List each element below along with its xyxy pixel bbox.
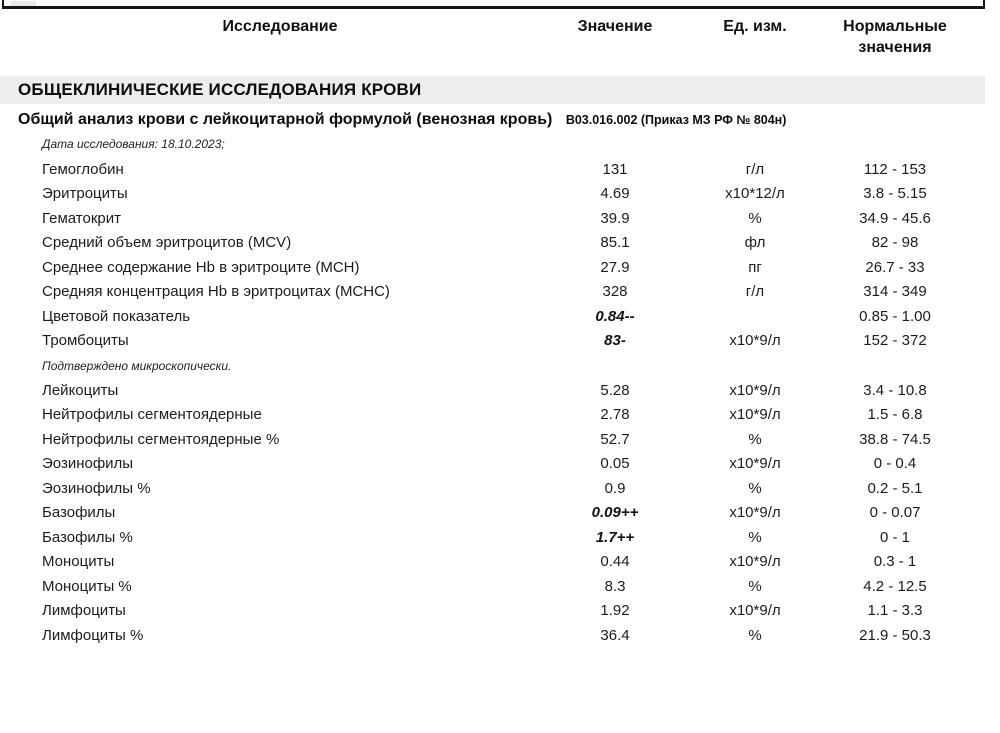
column-header-normal-range xyxy=(810,16,980,58)
test-name: Базофилы % xyxy=(42,528,133,546)
column-header-normal-line1: Нормальные xyxy=(843,18,947,35)
table-row xyxy=(40,623,980,648)
test-unit: пг xyxy=(748,258,762,276)
column-header-value: Значение xyxy=(577,18,653,35)
section-banner xyxy=(0,76,985,104)
table-row xyxy=(40,329,980,354)
panel-title: Общий анализ крови с лейкоцитарной формулой (венозная кровь) xyxy=(18,111,553,128)
table-row xyxy=(40,501,980,526)
test-normal-range: 0.3 - 1 xyxy=(873,553,917,571)
test-name: Лейкоциты xyxy=(42,381,119,399)
test-value: 0.44 xyxy=(600,553,630,571)
test-normal-range: 1.1 - 3.3 xyxy=(867,602,923,620)
test-normal-range: 82 - 98 xyxy=(871,234,919,252)
test-normal-range: 112 - 153 xyxy=(863,160,927,178)
study-date: Дата исследования: 18.10.2023; xyxy=(42,137,225,151)
table-row xyxy=(40,304,980,329)
test-name: Средняя концентрация Hb в эритроцитах (MCHC) xyxy=(42,283,390,301)
previous-table-bottom-border xyxy=(2,0,985,9)
section-title: ОБЩЕКЛИНИЧЕСКИЕ ИССЛЕДОВАНИЯ КРОВИ xyxy=(18,80,422,99)
test-name: Эритроциты xyxy=(42,185,128,203)
test-value: 0.9 xyxy=(604,479,626,497)
test-normal-range: 21.9 - 50.3 xyxy=(859,626,931,644)
table-row xyxy=(40,280,980,305)
test-name: Моноциты xyxy=(42,553,115,571)
test-value: 0.84-- xyxy=(595,307,635,325)
test-normal-range: 4.2 - 12.5 xyxy=(863,577,927,595)
test-unit: % xyxy=(748,626,762,644)
panel-service-code: В03.016.002 (Приказ МЗ РФ № 804н) xyxy=(565,113,787,127)
table-row xyxy=(40,452,980,477)
test-name: Лимфоциты xyxy=(42,602,126,620)
test-value: 131 xyxy=(602,160,628,178)
results-table xyxy=(40,157,980,648)
test-unit: х10*9/л xyxy=(729,381,781,399)
test-unit: % xyxy=(748,209,762,227)
test-value: 83- xyxy=(604,332,626,350)
test-value: 27.9 xyxy=(600,258,630,276)
test-value: 36.4 xyxy=(600,626,630,644)
test-normal-range: 0 - 0.4 xyxy=(873,455,917,473)
test-value: 4.69 xyxy=(600,185,630,203)
table-row xyxy=(40,574,980,599)
test-unit: х10*9/л xyxy=(729,455,781,473)
test-normal-range: 38.8 - 74.5 xyxy=(859,430,931,448)
test-name: Моноциты % xyxy=(42,577,132,595)
test-value: 1.7++ xyxy=(595,528,635,546)
table-row xyxy=(40,182,980,207)
column-header-unit: Ед. изм. xyxy=(723,18,787,35)
table-row xyxy=(40,476,980,501)
test-name: Тромбоциты xyxy=(42,332,129,350)
test-unit: х10*9/л xyxy=(729,406,781,424)
test-name: Гематокрит xyxy=(42,209,121,227)
faint-print-artifact xyxy=(10,1,36,6)
test-normal-range: 152 - 372 xyxy=(863,332,927,350)
test-value: 39.9 xyxy=(600,209,630,227)
test-unit: фл xyxy=(744,234,766,252)
test-unit: х10*9/л xyxy=(729,332,781,350)
table-row xyxy=(40,206,980,231)
test-value: 0.09++ xyxy=(591,504,639,522)
test-normal-range: 34.9 - 45.6 xyxy=(859,209,931,227)
column-header-normal-line2: значения xyxy=(858,39,932,56)
table-row xyxy=(40,378,980,403)
test-value: 52.7 xyxy=(600,430,630,448)
table-row xyxy=(40,157,980,182)
test-value: 5.28 xyxy=(600,381,630,399)
test-name: Цветовой показатель xyxy=(42,307,191,325)
test-normal-range: 3.8 - 5.15 xyxy=(863,185,927,203)
test-unit: х10*9/л xyxy=(729,602,781,620)
test-normal-range: 0 - 1 xyxy=(879,528,910,546)
table-row xyxy=(40,525,980,550)
column-header-test: Исследование xyxy=(222,18,338,35)
test-name: Нейтрофилы сегментоядерные % xyxy=(42,430,280,448)
table-row xyxy=(40,599,980,624)
test-normal-range: 0 - 0.07 xyxy=(869,504,921,522)
test-name: Среднее содержание Hb в эритроците (MCH) xyxy=(42,258,360,276)
test-normal-range: 26.7 - 33 xyxy=(865,258,925,276)
test-value: 0.05 xyxy=(600,455,630,473)
test-name: Нейтрофилы сегментоядерные xyxy=(42,406,262,424)
test-name: Лимфоциты % xyxy=(42,626,144,644)
test-unit: х10*9/л xyxy=(729,504,781,522)
test-name: Эозинофилы xyxy=(42,455,134,473)
test-unit: г/л xyxy=(745,283,765,301)
test-normal-range: 3.4 - 10.8 xyxy=(863,381,927,399)
test-unit: % xyxy=(748,430,762,448)
test-unit: % xyxy=(748,528,762,546)
table-row xyxy=(40,427,980,452)
row-note: Подтверждено микроскопически. xyxy=(42,358,232,373)
test-unit: г/л xyxy=(745,160,765,178)
table-row xyxy=(40,403,980,428)
test-value: 2.78 xyxy=(600,406,630,424)
test-unit: х10*12/л xyxy=(725,185,785,203)
test-name: Эозинофилы % xyxy=(42,479,151,497)
test-name: Гемоглобин xyxy=(42,160,124,178)
test-value: 85.1 xyxy=(600,234,630,252)
panel-title-line xyxy=(18,111,988,129)
test-unit: % xyxy=(748,479,762,497)
test-value: 328 xyxy=(602,283,628,301)
test-normal-range: 314 - 349 xyxy=(863,283,927,301)
table-row xyxy=(40,550,980,575)
table-row xyxy=(40,255,980,280)
test-normal-range: 0.2 - 5.1 xyxy=(867,479,923,497)
test-name: Базофилы xyxy=(42,504,116,522)
test-value: 1.92 xyxy=(600,602,630,620)
table-row xyxy=(40,231,980,256)
test-unit: % xyxy=(748,577,762,595)
test-name: Средний объем эритроцитов (MCV) xyxy=(42,234,292,252)
test-normal-range: 1.5 - 6.8 xyxy=(867,406,923,424)
test-normal-range: 0.85 - 1.00 xyxy=(859,307,931,325)
test-value: 8.3 xyxy=(604,577,626,595)
test-unit: х10*9/л xyxy=(729,553,781,571)
